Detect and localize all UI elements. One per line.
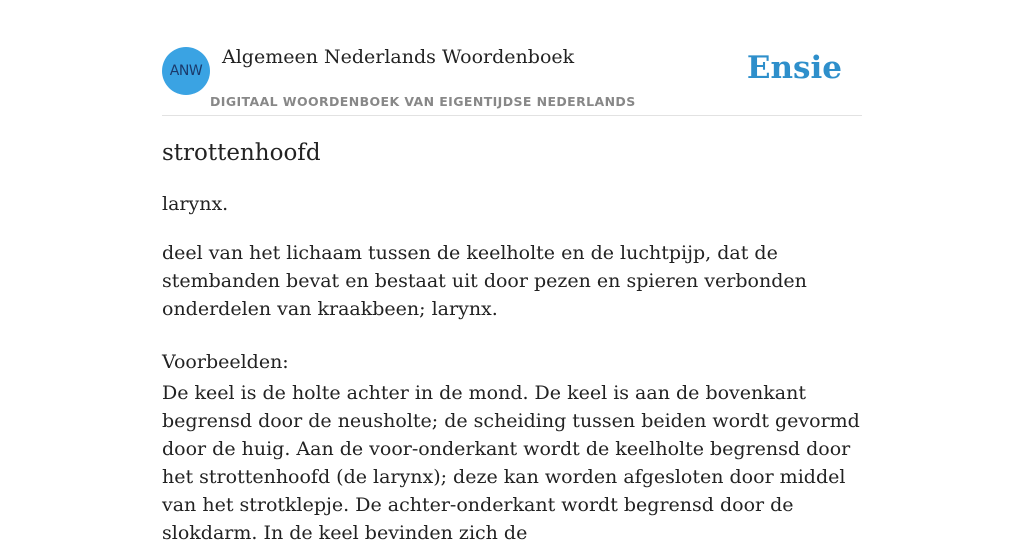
logo-text: ANW [169, 63, 203, 79]
site-title[interactable]: Algemeen Nederlands Woordenboek [222, 46, 575, 68]
page-container [162, 0, 862, 544]
site-subtitle: DIGITAAL WOORDENBOEK VAN EIGENTIJDSE NEDERLANDS [210, 94, 636, 109]
long-definition: deel van het lichaam tussen de keelholte en de luchtpijp, dat de stembanden bevat en bestaat uit door pezen en spieren verbonden onderdelen van kraakbeen; larynx. [162, 242, 807, 320]
ensie-brand-link[interactable]: Ensie [746, 50, 842, 86]
entry-headword: strottenhoofd [162, 140, 321, 166]
short-definition: larynx. [162, 193, 229, 215]
anw-logo[interactable] [162, 47, 210, 95]
examples-label: Voorbeelden: [162, 351, 289, 373]
site-header [162, 0, 862, 116]
example-text: De keel is de holte achter in de mond. De keel is aan de bovenkant begrensd door de neusholte; de scheiding tussen beiden wordt gevormd door de huig. Aan de voor-onderkant wordt de keelholte begrensd door het strottenhoofd (de larynx); deze kan worden afgesloten door middel van het strotklepje. De achter-onderkant wordt begrensd door de slokdarm. In de keel bevinden zich de [162, 382, 860, 544]
